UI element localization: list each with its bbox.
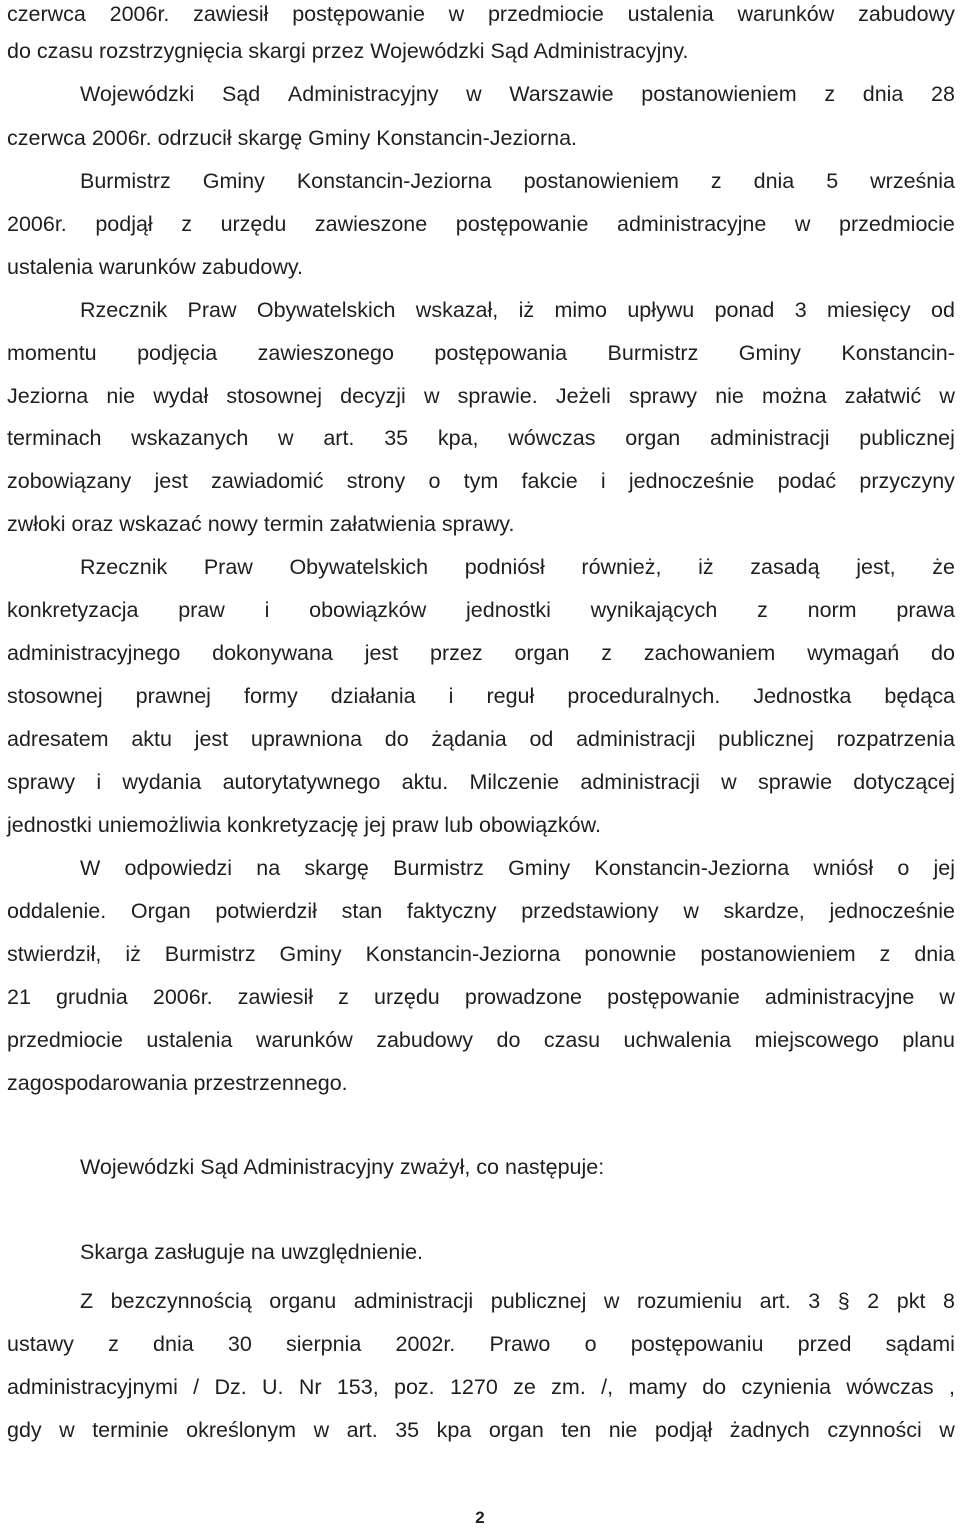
text-line: adresatem aktu jest uprawniona do żądania od administracji publicznej rozpatrzenia xyxy=(7,727,955,751)
text-line: terminach wskazanych w art. 35 kpa, wówczas organ administracji publicznej xyxy=(7,426,955,450)
text-line: przedmiocie ustalenia warunków zabudowy do czasu uchwalenia miejscowego planu xyxy=(7,1028,955,1052)
text-line: administracyjnego dokonywana jest przez organ z zachowaniem wymagań do xyxy=(7,641,955,665)
text-line: oddalenie. Organ potwierdził stan faktyczny przedstawiony w skardze, jednocześnie xyxy=(7,899,955,923)
text-line: Burmistrz Gminy Konstancin-Jeziorna postanowieniem z dnia 5 września xyxy=(80,169,955,193)
text-line: czerwca 2006r. odrzucił skargę Gminy Konstancin-Jeziorna. xyxy=(7,126,578,150)
text-line: administracyjnymi / Dz. U. Nr 153, poz. 1270 ze zm. /, mamy do czynienia wówczas , xyxy=(7,1375,955,1399)
text-line: konkretyzacja praw i obowiązków jednostki wynikających z norm prawa xyxy=(7,598,955,622)
text-line: Wojewódzki Sąd Administracyjny w Warszawie postanowieniem z dnia 28 xyxy=(80,82,955,106)
text-line: 2006r. podjął z urzędu zawieszone postępowanie administracyjne w przedmiocie xyxy=(7,212,955,236)
page-number: 2 xyxy=(475,1508,485,1527)
text-line: sprawy i wydania autorytatywnego aktu. Milczenie administracji w sprawie dotyczącej xyxy=(7,770,955,794)
text-line: momentu podjęcia zawieszonego postępowania Burmistrz Gminy Konstancin- xyxy=(7,341,955,365)
text-line: zwłoki oraz wskazać nowy termin załatwienia sprawy. xyxy=(7,512,515,536)
text-line: 21 grudnia 2006r. zawiesił z urzędu prowadzone postępowanie administracyjne w xyxy=(7,985,955,1009)
text-line: Rzecznik Praw Obywatelskich wskazał, iż mimo upływu ponad 3 miesięcy od xyxy=(80,298,955,322)
text-line: ustawy z dnia 30 sierpnia 2002r. Prawo o postępowaniu przed sądami xyxy=(7,1332,955,1356)
text-line: gdy w terminie określonym w art. 35 kpa organ ten nie podjął żadnych czynności w xyxy=(7,1418,955,1442)
text-line: Skarga zasługuje na uwzględnienie. xyxy=(80,1240,424,1264)
text-line: zobowiązany jest zawiadomić strony o tym fakcie i jednocześnie podać przyczyny xyxy=(7,469,955,493)
text-line: ustalenia warunków zabudowy. xyxy=(7,255,303,279)
text-line: Z bezczynnością organu administracji publicznej w rozumieniu art. 3 § 2 pkt 8 xyxy=(80,1289,955,1313)
text-line: Rzecznik Praw Obywatelskich podniósł również, iż zasadą jest, że xyxy=(80,555,955,579)
text-line: zagospodarowania przestrzennego. xyxy=(7,1071,348,1095)
text-line: do czasu rozstrzygnięcia skargi przez Wojewódzki Sąd Administracyjny. xyxy=(7,39,689,63)
text-line: czerwca 2006r. zawiesił postępowanie w przedmiocie ustalenia warunków zabudowy xyxy=(7,2,955,26)
text-line: Wojewódzki Sąd Administracyjny zważył, co następuje: xyxy=(80,1155,605,1179)
text-line: Jeziorna nie wydał stosownej decyzji w sprawie. Jeżeli sprawy nie można załatwić w xyxy=(7,384,955,408)
text-line: stwierdził, iż Burmistrz Gminy Konstancin-Jeziorna ponownie postanowieniem z dnia xyxy=(7,942,955,966)
text-line: stosownej prawnej formy działania i reguł proceduralnych. Jednostka będąca xyxy=(7,684,955,708)
text-line: jednostki uniemożliwia konkretyzację jej praw lub obowiązków. xyxy=(7,813,601,837)
text-line: W odpowiedzi na skargę Burmistrz Gminy Konstancin-Jeziorna wniósł o jej xyxy=(80,856,955,880)
